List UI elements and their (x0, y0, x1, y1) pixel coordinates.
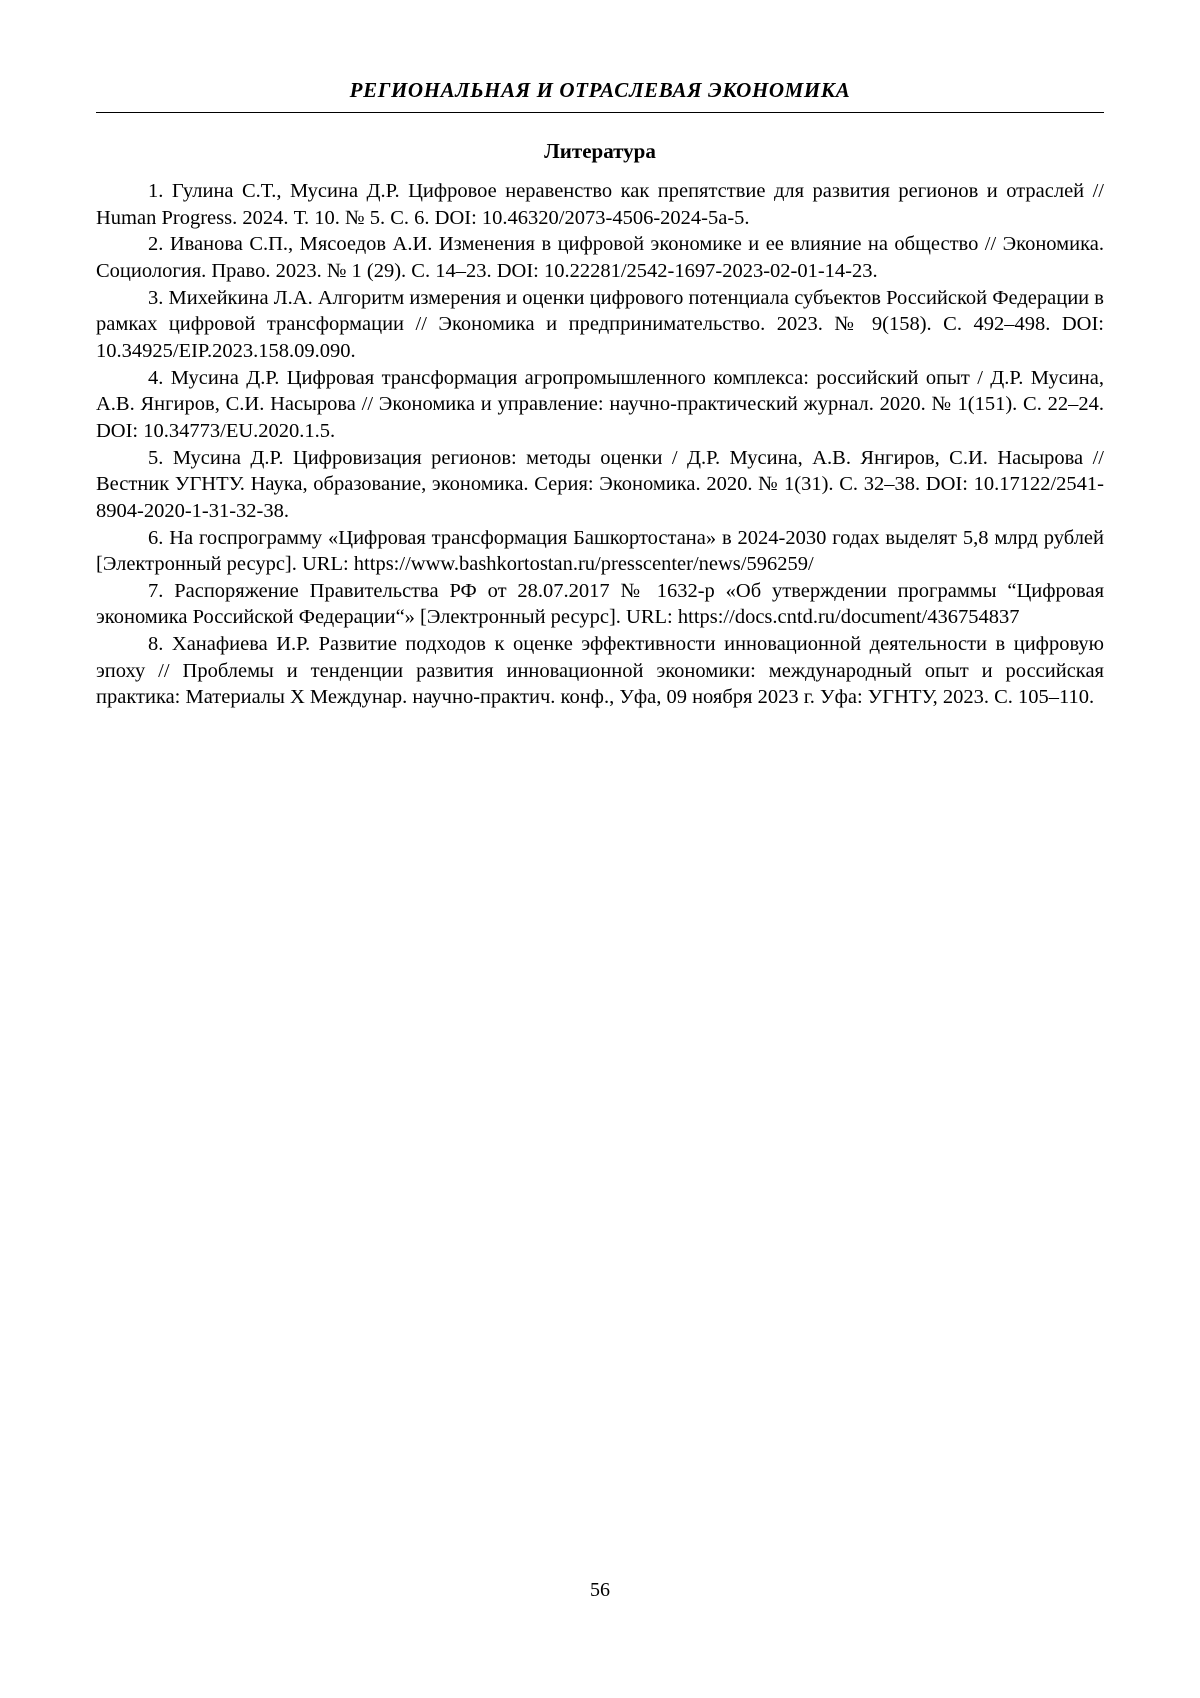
list-item: 3. Михейкина Л.А. Алгоритм измерения и оценки цифрового потенциала субъектов Российской Федерации в рамках цифровой трансформации // Экономика и предпринимательство. 2023. № 9(158). С. 492–498. DOI: 10.34925/EIP.2023.158.09.090. (96, 286, 1104, 363)
list-item: 7. Распоряжение Правительства РФ от 28.07.2017 № 1632-р «Об утверждении программы “Цифровая экономика Российской Федерации“» [Электронный ресурс]. URL: https://docs.cntd.ru/document/436754837 (96, 579, 1104, 629)
list-item: 1. Гулина С.Т., Мусина Д.Р. Цифровое неравенство как препятствие для развития регионов и отраслей // Human Progress. 2024. Т. 10. № 5. С. 6. DOI: 10.46320/2073-4506-2024-5a-5. (96, 180, 1104, 229)
list-item: 2. Иванова С.П., Мясоедов А.И. Изменения в цифровой экономике и ее влияние на общество // Экономика. Социология. Право. 2023. № 1 (29). С. 14–23. DOI: 10.22281/2542-1697-2023-02-01-14-23. (96, 233, 1104, 283)
list-item: 4. Мусина Д.Р. Цифровая трансформация агропромышленного комплекса: российский опыт / Д.Р. Мусина, А.В. Янгиров, С.И. Насырова // Экономика и управление: научно-практический журнал. 2020. № 1(151). С. 22–24. DOI: 10.34773/EU.2020.1.5. (96, 366, 1104, 442)
running-head: РЕГИОНАЛЬНАЯ И ОТРАСЛЕВАЯ ЭКОНОМИКА (349, 78, 851, 102)
page-title: Литература (544, 139, 656, 164)
list-item: 5. Мусина Д.Р. Цифровизация регионов: методы оценки / Д.Р. Мусина, А.В. Янгиров, С.И. Насырова // Вестник УГНТУ. Наука, образование, экономика. Серия: Экономика. 2020. № 1(31). С. 32–38. DOI: 10.17122/2541-8904-2020-1-31-32-38. (96, 446, 1104, 522)
reference-list (96, 178, 1104, 711)
list-item: 8. Ханафиева И.Р. Развитие подходов к оценке эффективности инновационной деятельности в цифровую эпоху // Проблемы и тенденции развития инновационной экономики: международный опыт и российская практика: Материалы X Междунар. научно-практич. конф., Уфа, 09 ноября 2023 г. Уфа: УГНТУ, 2023. С. 105–110. (96, 633, 1104, 709)
header-divider (96, 112, 1104, 113)
list-item: 6. На госпрограмму «Цифровая трансформация Башкортостана» в 2024-2030 годах выделят 5,8 млрд рублей [Электронный ресурс]. URL: https://www.bashkortostan.ru/presscenter/news/596259/ (96, 526, 1104, 576)
page-number: 56 (590, 1579, 610, 1601)
